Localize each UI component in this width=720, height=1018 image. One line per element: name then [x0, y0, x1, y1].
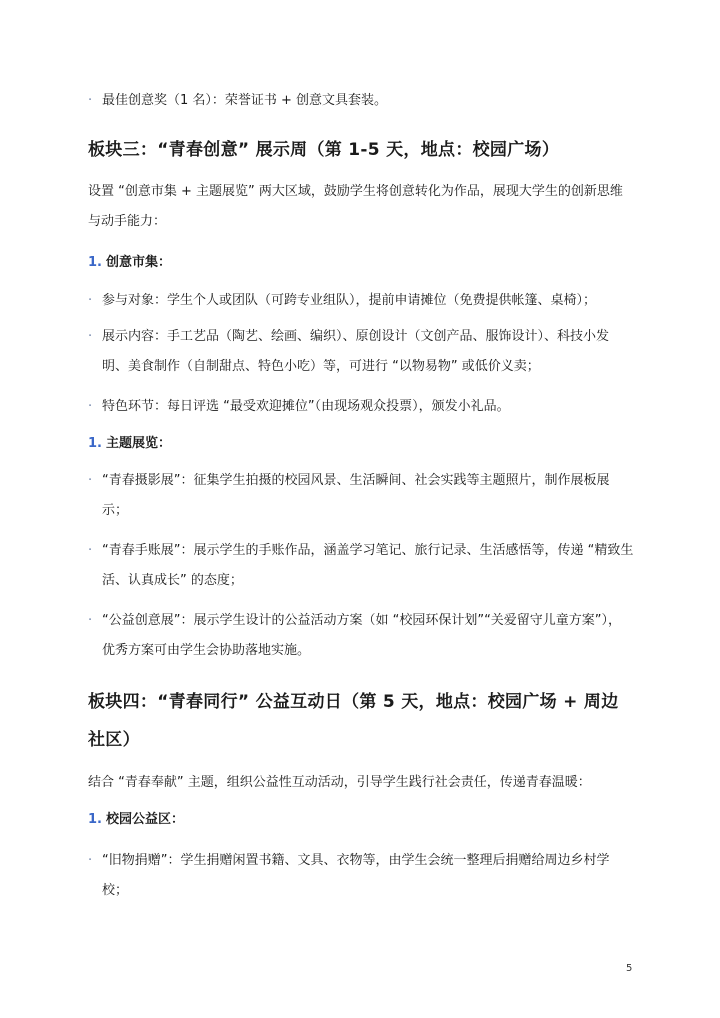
list-item	[88, 606, 634, 666]
subheading-title: 主题展览：	[105, 436, 171, 451]
list-item-text: “青春手账展”：展示学生的手账作品，涵盖学习笔记、旅行记录、生活感悟等，传递 “精致生活、认真成长” 的态度；	[102, 543, 634, 588]
section-heading: 板块四：“青春同行” 公益互动日（第 5 天，地点：校园广场 + 周边社区）	[88, 692, 619, 750]
bullet-dot-icon: ·	[88, 473, 93, 488]
section-intro: 设置 “创意市集 + 主题展览” 两大区域，鼓励学生将创意转化为作品，展现大学生的创新思维与动手能力：	[88, 184, 623, 229]
list-item	[88, 846, 634, 906]
bullet-dot-icon: ·	[88, 293, 93, 308]
list-item	[88, 466, 634, 526]
section-intro: 结合 “青春奉献” 主题，组织公益性互动活动，引导学生践行社会责任，传递青春温暖：	[88, 775, 591, 790]
bullet-dot-icon: ·	[88, 329, 93, 344]
list-item	[88, 286, 634, 316]
list-item-text: 展示内容：手工艺品（陶艺、绘画、编织）、原创设计（文创产品、服饰设计）、科技小发明、美食制作（自制甜点、特色小吃）等，可进行 “以物易物” 或低价义卖；	[102, 329, 610, 374]
list-item	[88, 392, 634, 422]
numbered-subheading	[88, 253, 171, 273]
bullet-dot-icon: ·	[88, 399, 93, 414]
list-item-text: “公益创意展”：展示学生设计的公益活动方案（如 “校园环保计划”“关爱留守儿童方案”），优秀方案可由学生会协助落地实施。	[102, 613, 622, 658]
list-number: 1.	[88, 255, 102, 270]
list-item-text: 特色环节：每日评选 “最受欢迎摊位”（由现场观众投票），颁发小礼品。	[102, 399, 510, 414]
list-item-text: 最佳创意奖（1 名）：荣誉证书 + 创意文具套装。	[102, 93, 388, 108]
numbered-subheading	[88, 810, 184, 830]
list-item-text: “青春摄影展”：征集学生拍摄的校园风景、生活瞬间、社会实践等主题照片，制作展板展示；	[102, 473, 610, 518]
subheading-title: 创意市集：	[105, 255, 171, 270]
list-number: 1.	[88, 436, 102, 451]
page-number: 5	[626, 963, 633, 974]
list-number: 1.	[88, 812, 102, 827]
section-heading: 板块三：“青春创意” 展示周（第 1-5 天，地点：校园广场）	[88, 140, 560, 160]
list-item-text: “旧物捐赠”：学生捐赠闲置书籍、文具、衣物等，由学生会统一整理后捐赠给周边乡村学校；	[102, 853, 610, 898]
bullet-dot-icon: ·	[88, 543, 93, 558]
list-item	[88, 536, 634, 596]
bullet-dot-icon: ·	[88, 853, 93, 868]
subheading-title: 校园公益区：	[105, 812, 184, 827]
bullet-dot-icon: ·	[88, 613, 93, 628]
numbered-subheading	[88, 434, 171, 454]
list-item-text: 参与对象：学生个人或团队（可跨专业组队），提前申请摊位（免费提供帐篷、桌椅）；	[102, 293, 597, 308]
list-item	[88, 86, 634, 116]
list-item	[88, 322, 634, 382]
bullet-dot-icon: ·	[88, 93, 93, 108]
